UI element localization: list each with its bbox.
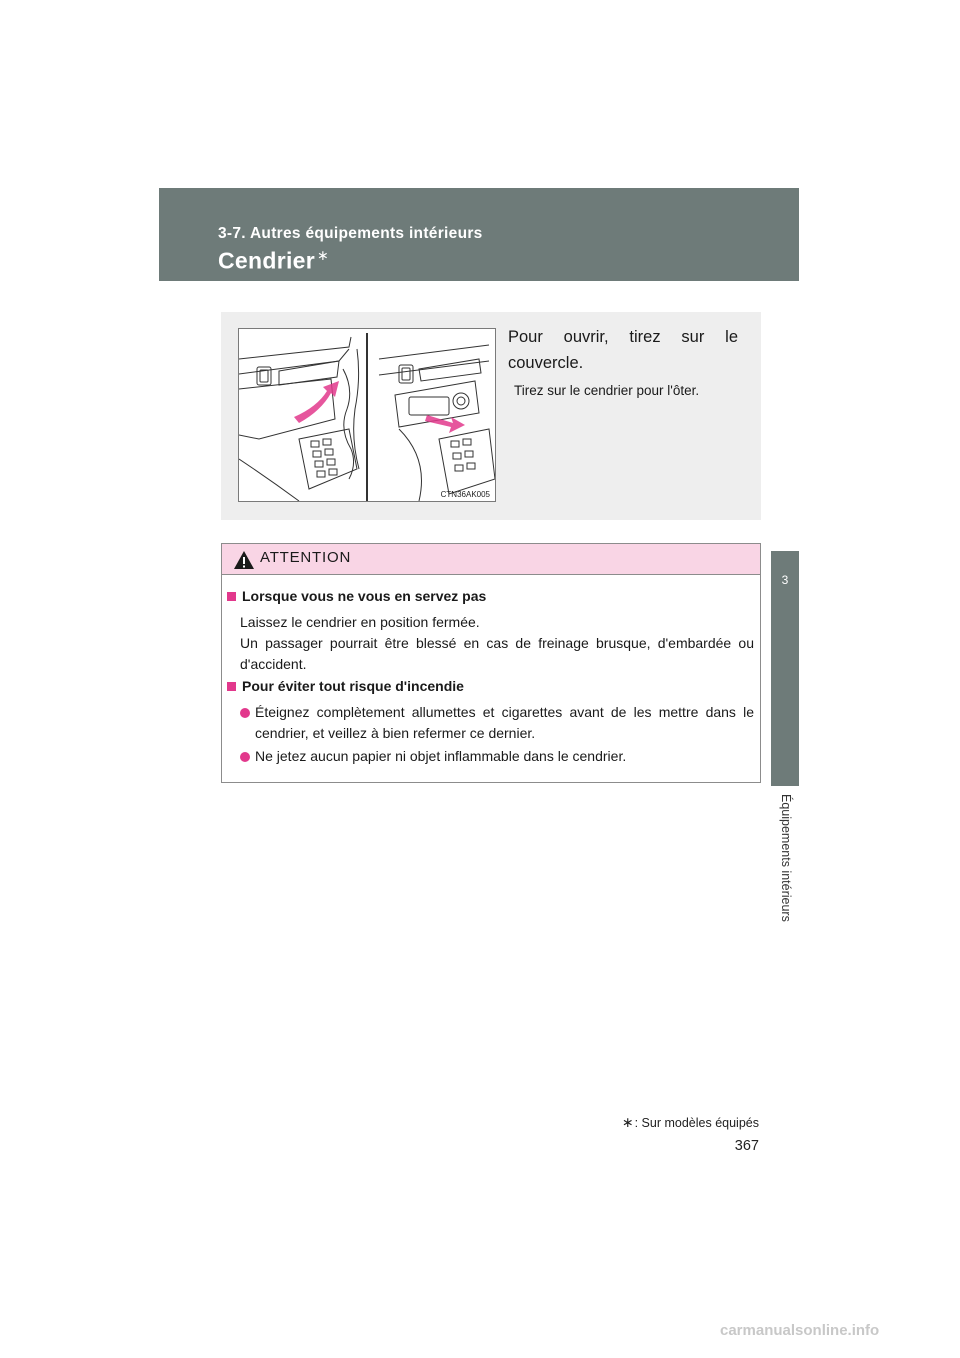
instruction-box xyxy=(221,312,761,520)
warning-label: ATTENTION xyxy=(260,549,352,566)
warning-heading-fire xyxy=(227,678,464,694)
warning-bullet-paper xyxy=(240,746,754,767)
instruction-sub: Tirez sur le cendrier pour l'ôter. xyxy=(514,383,700,398)
ashtray-illustration xyxy=(238,328,496,502)
section-label: 3-7. Autres équipements intérieurs xyxy=(218,225,483,242)
warning-box xyxy=(221,543,761,783)
chapter-tab xyxy=(771,551,799,786)
footnote xyxy=(622,1114,759,1131)
warning-header xyxy=(222,544,760,575)
bullet-text: Éteignez complètement allumettes et cigarettes avant de les mettre dans le cendrier, et veillez à bien refermer ce dernier. xyxy=(255,704,754,741)
title-asterisk: ∗ xyxy=(316,247,330,263)
pull-arrow-icon xyxy=(425,415,465,433)
bullet-text: Ne jetez aucun papier ni objet inflammable dans le cendrier. xyxy=(255,748,627,764)
square-bullet-icon xyxy=(227,682,236,691)
round-bullet-icon xyxy=(240,708,250,718)
chapter-number: 3 xyxy=(781,573,789,587)
watermark: carmanualsonline.info xyxy=(720,1322,880,1339)
footnote-text: : Sur modèles équipés xyxy=(634,1116,759,1130)
ashtray-drawing xyxy=(239,329,495,501)
open-arrow-icon xyxy=(294,381,339,423)
square-bullet-icon xyxy=(227,592,236,601)
page-number: 367 xyxy=(734,1138,759,1154)
warning-heading-unused xyxy=(227,588,486,604)
chapter-label: Équipements intérieurs xyxy=(779,794,793,922)
warning-bullet-extinguish xyxy=(240,702,754,744)
round-bullet-icon xyxy=(240,752,250,762)
instruction-main: Pour ouvrir, tirez sur le couvercle. xyxy=(508,328,738,372)
warning-triangle-icon xyxy=(233,550,255,570)
header-band xyxy=(159,188,799,281)
warning-text-injury: Un passager pourrait être blessé en cas de freinage brusque, d'embardée ou d'accident. xyxy=(240,635,754,672)
warning-text-closed: Laissez le cendrier en position fermée. xyxy=(240,614,480,630)
page-title xyxy=(218,247,329,275)
warning-heading-text: Pour éviter tout risque d'incendie xyxy=(242,678,464,694)
page-title-text: Cendrier xyxy=(218,247,315,274)
footnote-asterisk: ∗ xyxy=(621,1114,634,1130)
warning-heading-text: Lorsque vous ne vous en servez pas xyxy=(242,588,487,604)
figure-code: CTN36AK005 xyxy=(440,490,490,499)
